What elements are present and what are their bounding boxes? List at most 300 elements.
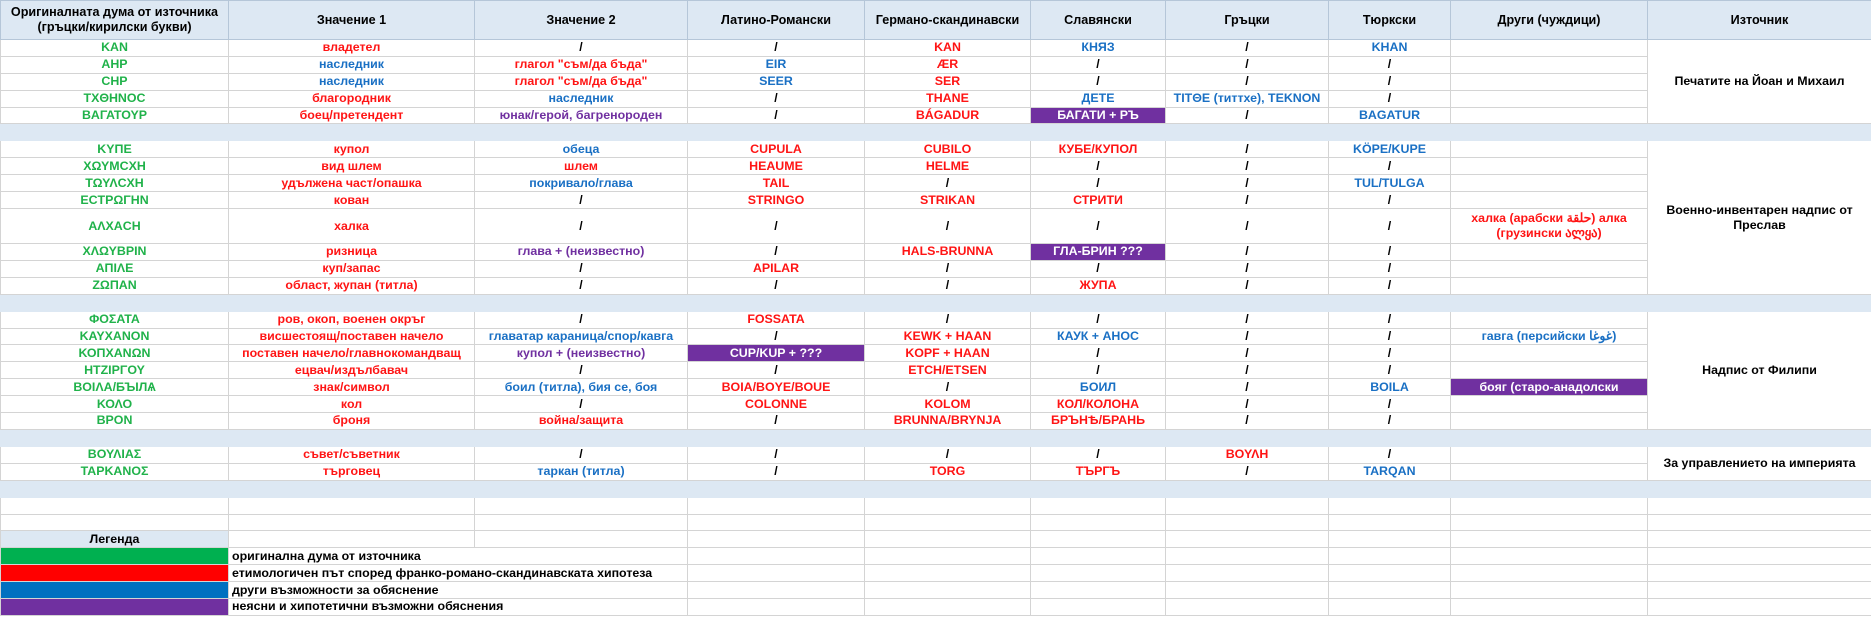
- cell-meaning-2[interactable]: купол + (неизвестно): [475, 345, 688, 362]
- legend-swatch-blue[interactable]: [1, 582, 229, 599]
- legend-swatch-green[interactable]: [1, 548, 229, 565]
- cell-latin-romance[interactable]: /: [688, 328, 865, 345]
- cell-meaning-1[interactable]: ецвач/издълбавач: [229, 362, 475, 379]
- column-header-source[interactable]: Източник: [1648, 1, 1871, 40]
- cell-original-word[interactable]: ΚΑΥΧΑΝΟΝ: [1, 328, 229, 345]
- cell-other[interactable]: [1451, 277, 1648, 294]
- cell-greek[interactable]: /: [1166, 141, 1329, 158]
- cell-other[interactable]: бояг (старо-анадолски: [1451, 379, 1648, 396]
- empty-cell[interactable]: [688, 497, 865, 514]
- legend-row: [1, 548, 1871, 565]
- cell-turkic[interactable]: KÖPE/KUPE: [1329, 141, 1451, 158]
- table-row: [1, 158, 1871, 175]
- cell-meaning-1[interactable]: наследник: [229, 73, 475, 90]
- table-row: [1, 446, 1871, 463]
- cell-greek[interactable]: /: [1166, 277, 1329, 294]
- empty-cell[interactable]: [1031, 548, 1166, 565]
- empty-cell[interactable]: [1648, 514, 1871, 531]
- empty-cell[interactable]: [865, 548, 1031, 565]
- cell-original-word[interactable]: ΒΟΥΛΙΑΣ: [1, 446, 229, 463]
- cell-meaning-1[interactable]: кован: [229, 192, 475, 209]
- cell-original-word[interactable]: TXΘHNOC: [1, 90, 229, 107]
- cell-latin-romance[interactable]: /: [688, 463, 865, 480]
- empty-cell[interactable]: [1648, 531, 1871, 548]
- cell-greek[interactable]: /: [1166, 107, 1329, 124]
- cell-greek[interactable]: /: [1166, 345, 1329, 362]
- cell-other[interactable]: [1451, 463, 1648, 480]
- empty-cell[interactable]: [1, 497, 229, 514]
- cell-greek[interactable]: /: [1166, 311, 1329, 328]
- cell-original-word[interactable]: ΑΛΧΑСΗ: [1, 209, 229, 244]
- cell-meaning-2[interactable]: глава + (неизвестно): [475, 244, 688, 261]
- table-row: [1, 260, 1871, 277]
- cell-turkic[interactable]: /: [1329, 277, 1451, 294]
- empty-cell[interactable]: [1648, 497, 1871, 514]
- cell-latin-romance[interactable]: /: [688, 209, 865, 244]
- cell-slavic[interactable]: /: [1031, 56, 1166, 73]
- cell-other[interactable]: [1451, 413, 1648, 430]
- empty-cell[interactable]: [475, 531, 688, 548]
- cell-meaning-1[interactable]: търговец: [229, 463, 475, 480]
- cell-meaning-2[interactable]: наследник: [475, 90, 688, 107]
- empty-cell[interactable]: [688, 514, 865, 531]
- cell-slavic[interactable]: БАГАТИ + РЪ: [1031, 107, 1166, 124]
- legend-label[interactable]: етимологичен път според франко-романо-скандинавската хипотеза: [229, 565, 688, 582]
- cell-meaning-2[interactable]: юнак/герой, багренороден: [475, 107, 688, 124]
- cell-turkic[interactable]: /: [1329, 362, 1451, 379]
- empty-cell[interactable]: [1451, 497, 1648, 514]
- cell-greek[interactable]: /: [1166, 40, 1329, 57]
- cell-meaning-1[interactable]: ров, окоп, военен окръг: [229, 311, 475, 328]
- cell-original-word[interactable]: ΚΟΠΧΑΝΩΝ: [1, 345, 229, 362]
- empty-cell[interactable]: [1166, 514, 1329, 531]
- table-row: [1, 244, 1871, 261]
- empty-cell[interactable]: [1648, 565, 1871, 582]
- cell-latin-romance[interactable]: FOSSATA: [688, 311, 865, 328]
- table-row: [1, 107, 1871, 124]
- table-row: [1, 277, 1871, 294]
- column-header-germanic[interactable]: Германо-скандинавски: [865, 1, 1031, 40]
- cell-greek[interactable]: /: [1166, 463, 1329, 480]
- column-header-slavic[interactable]: Славянски: [1031, 1, 1166, 40]
- cell-meaning-2[interactable]: /: [475, 362, 688, 379]
- cell-turkic[interactable]: /: [1329, 446, 1451, 463]
- cell-greek[interactable]: /: [1166, 73, 1329, 90]
- column-header-turkic[interactable]: Тюркски: [1329, 1, 1451, 40]
- empty-cell[interactable]: [1329, 514, 1451, 531]
- cell-other[interactable]: [1451, 73, 1648, 90]
- cell-original-word[interactable]: AHP: [1, 56, 229, 73]
- cell-latin-romance[interactable]: /: [688, 446, 865, 463]
- cell-meaning-1[interactable]: съвет/съветник: [229, 446, 475, 463]
- cell-turkic[interactable]: KHAN: [1329, 40, 1451, 57]
- empty-cell[interactable]: [1166, 497, 1329, 514]
- cell-turkic[interactable]: /: [1329, 311, 1451, 328]
- cell-germanic[interactable]: /: [865, 209, 1031, 244]
- empty-cell[interactable]: [1166, 565, 1329, 582]
- empty-cell[interactable]: [1451, 531, 1648, 548]
- cell-other[interactable]: [1451, 311, 1648, 328]
- empty-cell[interactable]: [1648, 548, 1871, 565]
- cell-meaning-2[interactable]: боил (титла), бия се, боя: [475, 379, 688, 396]
- cell-greek[interactable]: /: [1166, 396, 1329, 413]
- cell-original-word[interactable]: ΤΑΡΚΑΝΟΣ: [1, 463, 229, 480]
- empty-cell[interactable]: [865, 514, 1031, 531]
- legend-title[interactable]: Легенда: [1, 531, 229, 548]
- cell-latin-romance[interactable]: /: [688, 277, 865, 294]
- cell-other[interactable]: [1451, 40, 1648, 57]
- cell-turkic[interactable]: /: [1329, 90, 1451, 107]
- cell-latin-romance[interactable]: CUPULA: [688, 141, 865, 158]
- empty-cell[interactable]: [688, 599, 865, 616]
- cell-meaning-1[interactable]: боец/претендент: [229, 107, 475, 124]
- cell-turkic[interactable]: /: [1329, 56, 1451, 73]
- cell-turkic[interactable]: /: [1329, 158, 1451, 175]
- cell-germanic[interactable]: SER: [865, 73, 1031, 90]
- cell-meaning-2[interactable]: шлем: [475, 158, 688, 175]
- cell-meaning-1[interactable]: удължена част/опашка: [229, 175, 475, 192]
- empty-cell[interactable]: [1166, 582, 1329, 599]
- cell-meaning-2[interactable]: /: [475, 446, 688, 463]
- cell-meaning-1[interactable]: благородник: [229, 90, 475, 107]
- empty-cell[interactable]: [1166, 531, 1329, 548]
- cell-meaning-2[interactable]: /: [475, 260, 688, 277]
- cell-other[interactable]: [1451, 362, 1648, 379]
- empty-cell[interactable]: [1, 514, 229, 531]
- empty-cell[interactable]: [1648, 582, 1871, 599]
- empty-cell[interactable]: [688, 582, 865, 599]
- table-row: [1, 90, 1871, 107]
- table-row: [1, 328, 1871, 345]
- cell-germanic[interactable]: KAN: [865, 40, 1031, 57]
- empty-cell[interactable]: [475, 497, 688, 514]
- cell-greek[interactable]: /: [1166, 260, 1329, 277]
- table-row: [1, 413, 1871, 430]
- column-header-other[interactable]: Други (чуждици): [1451, 1, 1648, 40]
- cell-germanic[interactable]: /: [865, 260, 1031, 277]
- cell-meaning-2[interactable]: глагол "съм/да бъда": [475, 73, 688, 90]
- cell-slavic[interactable]: /: [1031, 158, 1166, 175]
- column-header-meaning-1[interactable]: Значение 1: [229, 1, 475, 40]
- legend-swatch-red[interactable]: [1, 565, 229, 582]
- cell-latin-romance[interactable]: /: [688, 40, 865, 57]
- cell-meaning-1[interactable]: куп/запас: [229, 260, 475, 277]
- empty-cell[interactable]: [1329, 497, 1451, 514]
- cell-germanic[interactable]: KOPF + HAAN: [865, 345, 1031, 362]
- cell-latin-romance[interactable]: HEAUME: [688, 158, 865, 175]
- cell-slavic[interactable]: КНЯЗ: [1031, 40, 1166, 57]
- group-separator: [1, 124, 1871, 141]
- cell-germanic[interactable]: /: [865, 277, 1031, 294]
- cell-latin-romance[interactable]: /: [688, 244, 865, 261]
- cell-slavic[interactable]: /: [1031, 362, 1166, 379]
- cell-meaning-1[interactable]: халка: [229, 209, 475, 244]
- cell-meaning-2[interactable]: война/защита: [475, 413, 688, 430]
- cell-slavic[interactable]: /: [1031, 311, 1166, 328]
- cell-turkic[interactable]: /: [1329, 328, 1451, 345]
- cell-greek[interactable]: /: [1166, 209, 1329, 244]
- cell-greek[interactable]: /: [1166, 244, 1329, 261]
- cell-germanic[interactable]: ÆR: [865, 56, 1031, 73]
- empty-cell[interactable]: [1648, 599, 1871, 616]
- empty-cell[interactable]: [1329, 565, 1451, 582]
- cell-original-word[interactable]: ΚΟΛΟ: [1, 396, 229, 413]
- cell-source[interactable]: За управлението на империята: [1648, 446, 1871, 480]
- legend-label[interactable]: други възможности за обяснение: [229, 582, 688, 599]
- cell-germanic[interactable]: STRIKAN: [865, 192, 1031, 209]
- cell-slavic[interactable]: БРЪНѢ/БРАНЬ: [1031, 413, 1166, 430]
- table-row: [1, 362, 1871, 379]
- empty-cell[interactable]: [1451, 599, 1648, 616]
- cell-original-word[interactable]: ΤΩΥΛСΧΗ: [1, 175, 229, 192]
- cell-latin-romance[interactable]: APILAR: [688, 260, 865, 277]
- cell-other[interactable]: [1451, 175, 1648, 192]
- cell-meaning-2[interactable]: /: [475, 311, 688, 328]
- empty-cell[interactable]: [688, 531, 865, 548]
- group-separator: [1, 429, 1871, 446]
- cell-latin-romance[interactable]: CUP/KUP + ???: [688, 345, 865, 362]
- cell-slavic[interactable]: КУБЕ/КУПОЛ: [1031, 141, 1166, 158]
- cell-turkic[interactable]: /: [1329, 244, 1451, 261]
- cell-original-word[interactable]: CHP: [1, 73, 229, 90]
- cell-greek[interactable]: /: [1166, 362, 1329, 379]
- cell-meaning-2[interactable]: обеца: [475, 141, 688, 158]
- cell-germanic[interactable]: THANE: [865, 90, 1031, 107]
- cell-germanic[interactable]: BRUNNA/BRYNJA: [865, 413, 1031, 430]
- empty-cell[interactable]: [1031, 497, 1166, 514]
- cell-meaning-2[interactable]: /: [475, 192, 688, 209]
- empty-cell[interactable]: [688, 565, 865, 582]
- cell-turkic[interactable]: BOILA: [1329, 379, 1451, 396]
- empty-cell[interactable]: [865, 497, 1031, 514]
- cell-original-word[interactable]: ΦΟΣΑΤΑ: [1, 311, 229, 328]
- cell-turkic[interactable]: /: [1329, 413, 1451, 430]
- empty-cell[interactable]: [865, 565, 1031, 582]
- cell-slavic[interactable]: /: [1031, 446, 1166, 463]
- cell-latin-romance[interactable]: EIR: [688, 56, 865, 73]
- cell-greek[interactable]: /: [1166, 413, 1329, 430]
- empty-cell[interactable]: [1451, 548, 1648, 565]
- group-separator: [1, 294, 1871, 311]
- cell-other[interactable]: [1451, 244, 1648, 261]
- cell-slavic[interactable]: /: [1031, 260, 1166, 277]
- cell-slavic[interactable]: ТЪРГЪ: [1031, 463, 1166, 480]
- empty-cell[interactable]: [1031, 565, 1166, 582]
- cell-latin-romance[interactable]: /: [688, 90, 865, 107]
- cell-meaning-2[interactable]: /: [475, 277, 688, 294]
- cell-turkic[interactable]: TUL/TULGA: [1329, 175, 1451, 192]
- cell-turkic[interactable]: /: [1329, 209, 1451, 244]
- cell-latin-romance[interactable]: /: [688, 413, 865, 430]
- cell-other[interactable]: [1451, 90, 1648, 107]
- empty-cell[interactable]: [1166, 599, 1329, 616]
- cell-turkic[interactable]: /: [1329, 73, 1451, 90]
- cell-meaning-1[interactable]: знак/символ: [229, 379, 475, 396]
- cell-meaning-1[interactable]: ризница: [229, 244, 475, 261]
- empty-cell[interactable]: [1031, 514, 1166, 531]
- cell-original-word[interactable]: ΕСΤΡΩΓΗΝ: [1, 192, 229, 209]
- empty-cell[interactable]: [688, 548, 865, 565]
- cell-latin-romance[interactable]: BOIA/BOYE/BOUE: [688, 379, 865, 396]
- empty-cell[interactable]: [1031, 599, 1166, 616]
- cell-meaning-1[interactable]: купол: [229, 141, 475, 158]
- cell-original-word[interactable]: ΧΛΩΥΒΡΙΝ: [1, 244, 229, 261]
- empty-cell[interactable]: [229, 514, 475, 531]
- cell-germanic[interactable]: TORG: [865, 463, 1031, 480]
- cell-other[interactable]: халка (арабски حلقة) алка (грузински ალყა): [1451, 209, 1648, 244]
- cell-other[interactable]: [1451, 192, 1648, 209]
- cell-meaning-1[interactable]: владетел: [229, 40, 475, 57]
- cell-latin-romance[interactable]: STRINGO: [688, 192, 865, 209]
- empty-cell[interactable]: [229, 497, 475, 514]
- cell-germanic[interactable]: /: [865, 446, 1031, 463]
- legend-swatch-purple[interactable]: [1, 599, 229, 616]
- cell-meaning-2[interactable]: таркан (титла): [475, 463, 688, 480]
- cell-germanic[interactable]: BÁGADUR: [865, 107, 1031, 124]
- cell-meaning-1[interactable]: броня: [229, 413, 475, 430]
- cell-greek[interactable]: /: [1166, 328, 1329, 345]
- empty-cell[interactable]: [1031, 582, 1166, 599]
- table-row: [1, 192, 1871, 209]
- cell-greek[interactable]: TITΘE (титтхе), TEKNON: [1166, 90, 1329, 107]
- empty-row: [1, 514, 1871, 531]
- cell-meaning-2[interactable]: /: [475, 209, 688, 244]
- cell-slavic[interactable]: БОИЛ: [1031, 379, 1166, 396]
- cell-meaning-1[interactable]: област, жупан (титла): [229, 277, 475, 294]
- cell-other[interactable]: [1451, 107, 1648, 124]
- cell-slavic[interactable]: /: [1031, 73, 1166, 90]
- cell-slavic[interactable]: ЖУПА: [1031, 277, 1166, 294]
- empty-cell[interactable]: [1031, 531, 1166, 548]
- cell-slavic[interactable]: ДЕТЕ: [1031, 90, 1166, 107]
- empty-cell[interactable]: [1329, 599, 1451, 616]
- cell-germanic[interactable]: HELME: [865, 158, 1031, 175]
- cell-original-word[interactable]: ΒΑΓΑΤΟΥΡ: [1, 107, 229, 124]
- cell-source[interactable]: Печатите на Йоан и Михаил: [1648, 40, 1871, 124]
- column-header-meaning-2[interactable]: Значение 2: [475, 1, 688, 40]
- cell-turkic[interactable]: TARQAN: [1329, 463, 1451, 480]
- cell-source[interactable]: Надпис от Филипи: [1648, 311, 1871, 429]
- column-header-original-word[interactable]: Оригиналната дума от източника (гръцки/кирилски букви): [1, 1, 229, 40]
- cell-latin-romance[interactable]: /: [688, 362, 865, 379]
- cell-meaning-1[interactable]: наследник: [229, 56, 475, 73]
- cell-other[interactable]: [1451, 260, 1648, 277]
- cell-slavic[interactable]: КОЛ/КОЛОНА: [1031, 396, 1166, 413]
- cell-latin-romance[interactable]: SEER: [688, 73, 865, 90]
- header-row: [1, 1, 1871, 40]
- empty-cell[interactable]: [1329, 531, 1451, 548]
- cell-other[interactable]: [1451, 141, 1648, 158]
- cell-original-word[interactable]: ΖΩΠΑΝ: [1, 277, 229, 294]
- cell-original-word[interactable]: ΒΡΟΝ: [1, 413, 229, 430]
- cell-latin-romance[interactable]: /: [688, 107, 865, 124]
- cell-germanic[interactable]: ETCH/ETSEN: [865, 362, 1031, 379]
- cell-greek[interactable]: /: [1166, 379, 1329, 396]
- cell-slavic[interactable]: /: [1031, 175, 1166, 192]
- cell-germanic[interactable]: KOLOM: [865, 396, 1031, 413]
- empty-cell[interactable]: [1329, 548, 1451, 565]
- legend-row: [1, 565, 1871, 582]
- cell-greek[interactable]: /: [1166, 192, 1329, 209]
- cell-germanic[interactable]: KEWK + HAAN: [865, 328, 1031, 345]
- cell-germanic[interactable]: HALS-BRUNNA: [865, 244, 1031, 261]
- cell-meaning-2[interactable]: главатар караница/спор/кавга: [475, 328, 688, 345]
- empty-cell[interactable]: [229, 531, 475, 548]
- cell-greek[interactable]: /: [1166, 158, 1329, 175]
- cell-germanic[interactable]: CUBILO: [865, 141, 1031, 158]
- empty-row: [1, 497, 1871, 514]
- column-header-latin-romance[interactable]: Латино-Романски: [688, 1, 865, 40]
- empty-cell[interactable]: [1329, 582, 1451, 599]
- empty-cell[interactable]: [475, 514, 688, 531]
- cell-germanic[interactable]: /: [865, 311, 1031, 328]
- cell-slavic[interactable]: ГЛА-БРИН ???: [1031, 244, 1166, 261]
- cell-meaning-2[interactable]: /: [475, 396, 688, 413]
- table-row: [1, 56, 1871, 73]
- cell-slavic[interactable]: /: [1031, 345, 1166, 362]
- empty-cell[interactable]: [1166, 548, 1329, 565]
- cell-other[interactable]: [1451, 56, 1648, 73]
- legend-label[interactable]: оригинална дума от източника: [229, 548, 688, 565]
- cell-meaning-2[interactable]: /: [475, 40, 688, 57]
- legend-label[interactable]: неясни и хипотетични възможни обяснения: [229, 599, 688, 616]
- cell-other[interactable]: [1451, 396, 1648, 413]
- cell-other[interactable]: [1451, 345, 1648, 362]
- cell-meaning-1[interactable]: висшестоящ/поставен начело: [229, 328, 475, 345]
- cell-turkic[interactable]: /: [1329, 260, 1451, 277]
- empty-cell[interactable]: [1451, 565, 1648, 582]
- cell-germanic[interactable]: /: [865, 379, 1031, 396]
- cell-meaning-1[interactable]: кол: [229, 396, 475, 413]
- cell-turkic[interactable]: /: [1329, 396, 1451, 413]
- cell-greek[interactable]: /: [1166, 175, 1329, 192]
- cell-turkic[interactable]: /: [1329, 192, 1451, 209]
- cell-slavic[interactable]: СТРИТИ: [1031, 192, 1166, 209]
- empty-cell[interactable]: [865, 599, 1031, 616]
- cell-meaning-1[interactable]: вид шлем: [229, 158, 475, 175]
- cell-original-word[interactable]: ΚΥΠΕ: [1, 141, 229, 158]
- cell-other[interactable]: [1451, 446, 1648, 463]
- cell-turkic[interactable]: /: [1329, 345, 1451, 362]
- cell-latin-romance[interactable]: COLONNE: [688, 396, 865, 413]
- cell-slavic[interactable]: КАУК + АНОС: [1031, 328, 1166, 345]
- cell-original-word[interactable]: ΧΩΥΜСΧΗ: [1, 158, 229, 175]
- cell-original-word[interactable]: KAN: [1, 40, 229, 57]
- cell-turkic[interactable]: BAGATUR: [1329, 107, 1451, 124]
- table-row: [1, 396, 1871, 413]
- cell-other[interactable]: [1451, 158, 1648, 175]
- cell-slavic[interactable]: /: [1031, 209, 1166, 244]
- cell-original-word[interactable]: ΑΠΙΛΕ: [1, 260, 229, 277]
- empty-cell[interactable]: [1451, 514, 1648, 531]
- cell-meaning-1[interactable]: поставен начело/главнокомандващ: [229, 345, 475, 362]
- table-row: [1, 463, 1871, 480]
- empty-cell[interactable]: [865, 531, 1031, 548]
- cell-original-word[interactable]: ΗΤΖΙΡΓΟΥ: [1, 362, 229, 379]
- empty-cell[interactable]: [865, 582, 1031, 599]
- cell-original-word[interactable]: ΒΟΙΛΑ/БЪІЛѦ: [1, 379, 229, 396]
- cell-latin-romance[interactable]: TAIL: [688, 175, 865, 192]
- cell-meaning-2[interactable]: глагол "съм/да бъда": [475, 56, 688, 73]
- cell-greek[interactable]: ΒΟΥΛΗ: [1166, 446, 1329, 463]
- cell-meaning-2[interactable]: покривало/глава: [475, 175, 688, 192]
- empty-cell[interactable]: [1451, 582, 1648, 599]
- cell-other[interactable]: гавга (персийски غوغا): [1451, 328, 1648, 345]
- cell-source[interactable]: Военно-инвентарен надпис от Преслав: [1648, 141, 1871, 294]
- column-header-greek[interactable]: Гръцки: [1166, 1, 1329, 40]
- cell-greek[interactable]: /: [1166, 56, 1329, 73]
- cell-germanic[interactable]: /: [865, 175, 1031, 192]
